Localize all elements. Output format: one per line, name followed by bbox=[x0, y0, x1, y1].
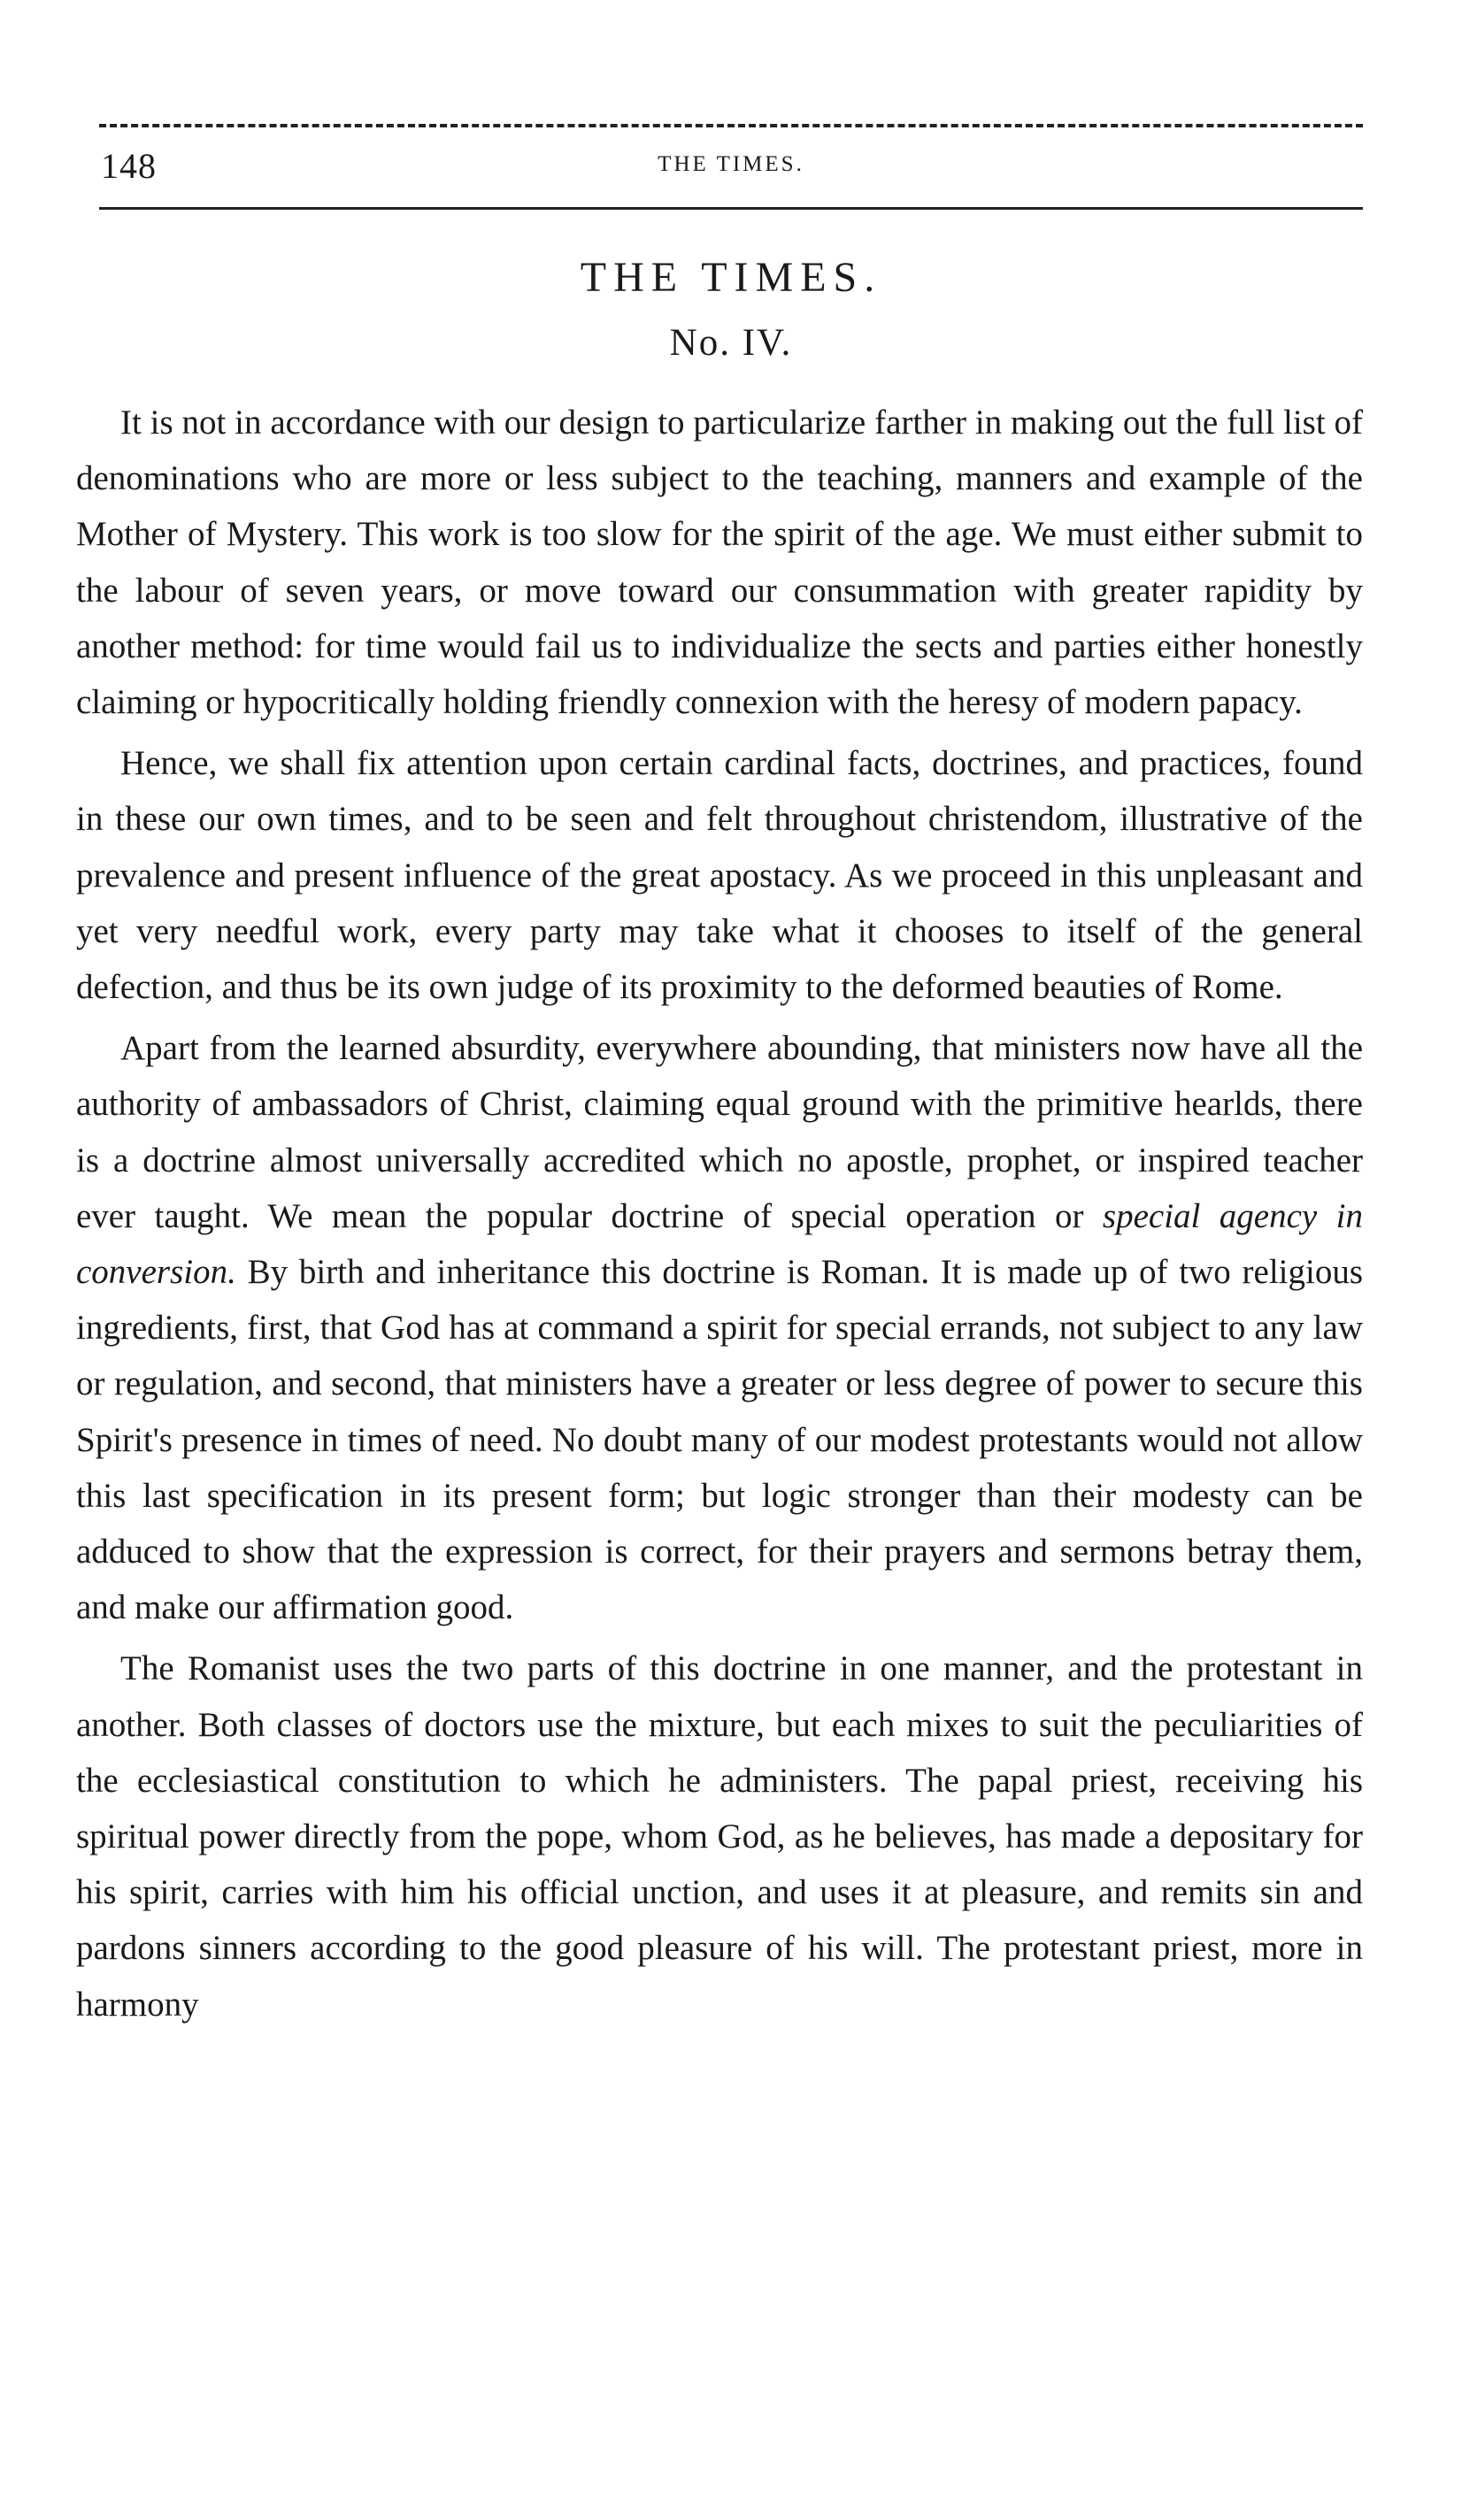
page-number: 148 bbox=[101, 146, 157, 186]
italic-phrase: special agency in conversion. bbox=[76, 1196, 1363, 1292]
paragraph-text: It is not in accordance with our design to particularize farther in making out the full list of denominations who are more or less subject to the teaching, manners and example of the Mother of Mystery. This work is too slow for the spirit of the age. We must either submit to the labour of seven years, or move toward our consummation with greater rapidity by another method: for time would fail us to individualize the sects and parties either honestly claiming or hypocritically holding friendly connexion with the heresy of modern papacy. bbox=[76, 403, 1363, 722]
paragraph bbox=[76, 1640, 1363, 2032]
paragraph-text: Apart from the learned absurdity, everywhere abounding, that ministers now have all the authority of ambassadors of Christ, claiming equal ground with the primitive hearlds, there is a doctrine almost universally accredited which no apostle, prophet, or inspired teacher ever taught. We mean the popular doctrine of special operation or bbox=[76, 1029, 1363, 1235]
article-body bbox=[76, 395, 1363, 2038]
paragraph bbox=[76, 735, 1363, 1015]
article-title: THE TIMES. bbox=[580, 254, 882, 301]
paragraph bbox=[76, 395, 1363, 730]
paragraph-text: The Romanist uses the two parts of this doctrine in one manner, and the protestant in another. Both classes of doctors use the mixture, but each mixes to suit the peculiarities of the ecclesiastical constitution to which he administers. The papal priest, receiving his spiritual power directly from the pope, whom God, as he believes, has made a depositary for his spirit, carries with him his official unction, and uses it at pleasure, and remits sin and pardons sinners according to the good pleasure of his will. The protestant priest, more in harmony bbox=[76, 1649, 1363, 2024]
paragraph bbox=[76, 1020, 1363, 1635]
top-rule bbox=[99, 124, 1363, 127]
paragraph-text: Hence, we shall fix attention upon certain cardinal facts, doctrines, and practices, found in these our own times, and to be seen and felt throughout christendom, illustrative of the prevalence and present influence of the great apostacy. As we proceed in this unpleasant and yet very needful work, every party may take what it chooses to itself of the general defection, and thus be its own judge of its proximity to the deformed beauties of Rome. bbox=[76, 744, 1363, 1007]
paragraph-text: By birth and inheritance this doctrine is Roman. It is made up of two religious ingredients, first, that God has at command a spirit for special errands, not subject to any law or regulation, and second, that ministers have a greater or less degree of power to secure this Spirit's presence in times of need. No doubt many of our modest protestants would not allow this last specification in its present form; but logic stronger than their modesty can be adduced to show that the expression is correct, for their prayers and sermons betray them, and make our affirmation good. bbox=[76, 1253, 1364, 1627]
header-rule bbox=[99, 207, 1363, 210]
running-header bbox=[99, 143, 1363, 193]
article-number: No. IV. bbox=[669, 322, 793, 364]
running-title: THE TIMES. bbox=[658, 152, 804, 176]
